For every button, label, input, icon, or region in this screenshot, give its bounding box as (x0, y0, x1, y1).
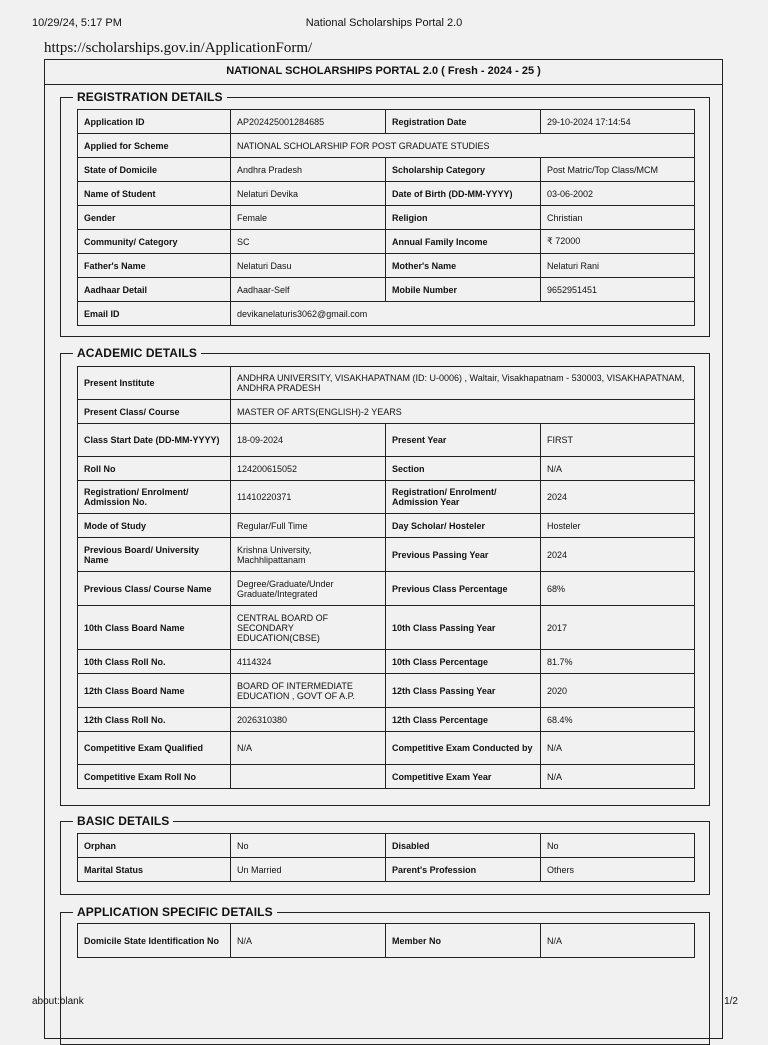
field-label: Mode of Study (78, 514, 231, 538)
disabled-value: No (541, 834, 695, 858)
gender-value: Female (231, 206, 386, 230)
table-row (78, 182, 695, 206)
form-title: NATIONAL SCHOLARSHIPS PORTAL 2.0 ( Fresh - 2024 - 25 ) (45, 60, 722, 85)
competitive-year-value: N/A (541, 765, 695, 789)
student-name-value: Nelaturi Devika (231, 182, 386, 206)
field-label: Mobile Number (386, 278, 541, 302)
father-name-value: Nelaturi Dasu (231, 254, 386, 278)
table-row (78, 924, 695, 958)
field-label: Roll No (78, 457, 231, 481)
field-label: Previous Passing Year (386, 538, 541, 572)
field-label: Competitive Exam Roll No (78, 765, 231, 789)
field-label: Gender (78, 206, 231, 230)
field-label: Domicile State Identification No (78, 924, 231, 958)
section-value: N/A (541, 457, 695, 481)
mode-value: Regular/Full Time (231, 514, 386, 538)
table-row (78, 457, 695, 481)
table-row (78, 158, 695, 182)
section-legend: ACADEMIC DETAILS (77, 346, 198, 360)
start-date-value: 18-09-2024 (231, 424, 386, 457)
print-header (0, 0, 768, 40)
academic-table (77, 366, 695, 789)
twelfth-year-value: 2020 (541, 674, 695, 708)
table-row (78, 230, 695, 254)
field-label: Present Year (386, 424, 541, 457)
table-row (78, 400, 695, 424)
page-url: https://scholarships.gov.in/ApplicationForm/ (44, 40, 313, 56)
registration-date-value: 29-10-2024 17:14:54 (541, 110, 695, 134)
prev-board-value: Krishna University, Machhlipattanam (231, 538, 386, 572)
field-label: 10th Class Board Name (78, 606, 231, 650)
table-row (78, 367, 695, 400)
field-label: Registration/ Enrolment/ Admission No. (78, 481, 231, 514)
competitive-roll-value (231, 765, 386, 789)
table-row (78, 424, 695, 457)
table-row (78, 858, 695, 882)
table-row (78, 650, 695, 674)
field-label: Present Class/ Course (78, 400, 231, 424)
table-row (78, 206, 695, 230)
table-row (78, 278, 695, 302)
tenth-pct-value: 81.7% (541, 650, 695, 674)
field-label: 12th Class Roll No. (78, 708, 231, 732)
table-row (78, 514, 695, 538)
field-label: 12th Class Passing Year (386, 674, 541, 708)
field-label: Member No (386, 924, 541, 958)
section-legend: BASIC DETAILS (77, 814, 170, 828)
table-row (78, 674, 695, 708)
field-label: State of Domicile (78, 158, 231, 182)
orphan-value: No (231, 834, 386, 858)
registration-table (77, 109, 695, 326)
twelfth-board-value: BOARD OF INTERMEDIATE EDUCATION , GOVT OF A.P. (231, 674, 386, 708)
course-value: MASTER OF ARTS(ENGLISH)-2 YEARS (231, 400, 695, 424)
field-label: Mother's Name (386, 254, 541, 278)
table-row (78, 134, 695, 158)
field-label: Community/ Category (78, 230, 231, 254)
present-year-value: FIRST (541, 424, 695, 457)
field-label: Scholarship Category (386, 158, 541, 182)
application-specific-section (60, 905, 710, 1045)
field-label: Father's Name (78, 254, 231, 278)
institute-value: ANDHRA UNIVERSITY, VISAKHAPATNAM (ID: U-0006) , Waltair, Visakhapatnam - 530003, VISAKHAPATNAM, ANDHRA PRADESH (231, 367, 695, 400)
prev-pct-value: 68% (541, 572, 695, 606)
twelfth-roll-value: 2026310380 (231, 708, 386, 732)
field-label: Class Start Date (DD-MM-YYYY) (78, 424, 231, 457)
academic-details-section (60, 346, 710, 806)
field-label: Registration Date (386, 110, 541, 134)
field-label: Marital Status (78, 858, 231, 882)
page-number: 1/2 (724, 996, 738, 1007)
registration-details-section (60, 90, 710, 337)
field-label: Competitive Exam Conducted by (386, 732, 541, 765)
application-specific-table (77, 923, 695, 958)
table-row (78, 481, 695, 514)
scheme-value: NATIONAL SCHOLARSHIP FOR POST GRADUATE STUDIES (231, 134, 695, 158)
prev-course-value: Degree/Graduate/Under Graduate/Integrated (231, 572, 386, 606)
field-label: Email ID (78, 302, 231, 326)
tenth-board-value: CENTRAL BOARD OF SECONDARY EDUCATION(CBSE) (231, 606, 386, 650)
table-row (78, 538, 695, 572)
mother-name-value: Nelaturi Rani (541, 254, 695, 278)
field-label: 12th Class Board Name (78, 674, 231, 708)
footer-url: about:blank (32, 996, 84, 1007)
field-label: Date of Birth (DD-MM-YYYY) (386, 182, 541, 206)
table-row (78, 110, 695, 134)
application-form (44, 59, 723, 1039)
basic-table (77, 833, 695, 882)
twelfth-pct-value: 68.4% (541, 708, 695, 732)
basic-details-section (60, 814, 710, 895)
field-label: Application ID (78, 110, 231, 134)
competitive-exam-value: N/A (231, 732, 386, 765)
field-label: Day Scholar/ Hosteler (386, 514, 541, 538)
field-label: Aadhaar Detail (78, 278, 231, 302)
field-label: 10th Class Roll No. (78, 650, 231, 674)
hosteler-value: Hosteler (541, 514, 695, 538)
aadhaar-value: Aadhaar-Self (231, 278, 386, 302)
table-row (78, 732, 695, 765)
table-row (78, 302, 695, 326)
competitive-conducted-value: N/A (541, 732, 695, 765)
field-label: 10th Class Percentage (386, 650, 541, 674)
tenth-roll-value: 4114324 (231, 650, 386, 674)
prev-year-value: 2024 (541, 538, 695, 572)
table-row (78, 572, 695, 606)
table-row (78, 834, 695, 858)
roll-no-value: 124200615052 (231, 457, 386, 481)
section-legend: APPLICATION SPECIFIC DETAILS (77, 905, 273, 919)
state-value: Andhra Pradesh (231, 158, 386, 182)
field-label: Parent's Profession (386, 858, 541, 882)
application-id-value: AP202425001284685 (231, 110, 386, 134)
category-value: Post Matric/Top Class/MCM (541, 158, 695, 182)
field-label: Disabled (386, 834, 541, 858)
table-row (78, 765, 695, 789)
table-row (78, 708, 695, 732)
table-row (78, 254, 695, 278)
field-label: Previous Class Percentage (386, 572, 541, 606)
field-label: Previous Class/ Course Name (78, 572, 231, 606)
community-value: SC (231, 230, 386, 254)
marital-value: Un Married (231, 858, 386, 882)
registration-no-value: 11410220371 (231, 481, 386, 514)
field-label: Competitive Exam Qualified (78, 732, 231, 765)
member-no-value: N/A (541, 924, 695, 958)
religion-value: Christian (541, 206, 695, 230)
domicile-id-value: N/A (231, 924, 386, 958)
print-page-title: National Scholarships Portal 2.0 (305, 17, 463, 29)
field-label: Registration/ Enrolment/ Admission Year (386, 481, 541, 514)
field-label: Orphan (78, 834, 231, 858)
field-label: Present Institute (78, 367, 231, 400)
field-label: Name of Student (78, 182, 231, 206)
field-label: Annual Family Income (386, 230, 541, 254)
field-label: Competitive Exam Year (386, 765, 541, 789)
table-row (78, 606, 695, 650)
field-label: Section (386, 457, 541, 481)
print-timestamp: 10/29/24, 5:17 PM (32, 17, 122, 29)
field-label: Applied for Scheme (78, 134, 231, 158)
section-legend: REGISTRATION DETAILS (77, 90, 223, 104)
field-label: 12th Class Percentage (386, 708, 541, 732)
email-value: devikanelaturis3062@gmail.com (231, 302, 695, 326)
income-value: ₹ 72000 (541, 230, 695, 254)
mobile-value: 9652951451 (541, 278, 695, 302)
field-label: 10th Class Passing Year (386, 606, 541, 650)
registration-year-value: 2024 (541, 481, 695, 514)
profession-value: Others (541, 858, 695, 882)
field-label: Previous Board/ University Name (78, 538, 231, 572)
tenth-year-value: 2017 (541, 606, 695, 650)
field-label: Religion (386, 206, 541, 230)
dob-value: 03-06-2002 (541, 182, 695, 206)
